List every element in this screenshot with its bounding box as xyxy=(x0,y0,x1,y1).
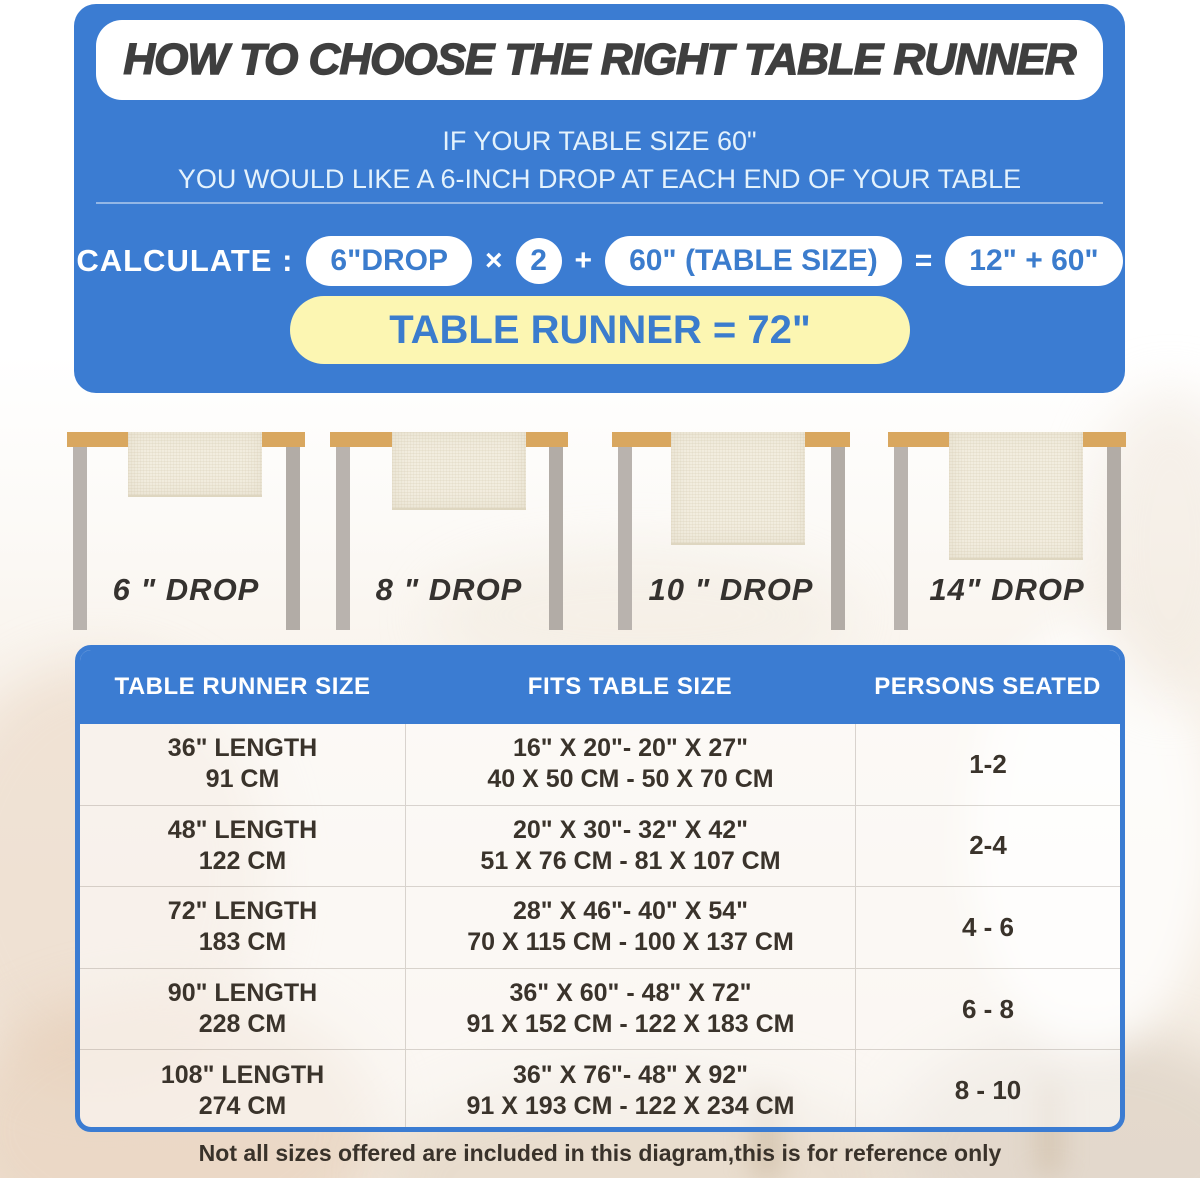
subtitle-line-1: IF YOUR TABLE SIZE 60" xyxy=(442,126,757,156)
runner-size-cell xyxy=(80,887,405,968)
fits-cm: 51 X 76 CM - 81 X 107 CM xyxy=(480,846,781,875)
fits-inches: 28" X 46"- 40" X 54" xyxy=(512,897,749,926)
runner-size-cm: 274 CM xyxy=(198,1091,287,1120)
runner-size-cell xyxy=(80,969,405,1050)
page-title: HOW TO CHOOSE THE RIGHT TABLE RUNNER xyxy=(123,35,1076,84)
persons-cell: 1-2 xyxy=(855,724,1120,805)
drop-label: 8 " DROP xyxy=(375,572,523,607)
persons-cell: 6 - 8 xyxy=(855,969,1120,1050)
table-size-pill: 60" (TABLE SIZE) xyxy=(605,236,902,286)
drop-label: 14" DROP xyxy=(929,572,1085,607)
drop-label: 10 " DROP xyxy=(648,572,814,607)
fits-cm: 70 X 115 CM - 100 X 137 CM xyxy=(467,928,794,957)
size-chart-body xyxy=(80,724,1120,1131)
instruction-panel xyxy=(74,4,1125,393)
calculation-row xyxy=(74,235,1125,287)
fits-table-cell xyxy=(405,806,855,887)
drop-value-pill: 6"DROP xyxy=(306,236,472,286)
table-row xyxy=(80,886,1120,968)
table-row xyxy=(80,805,1120,887)
runner-size-inches: 48" LENGTH xyxy=(167,815,318,844)
sum-pill: 12" + 60" xyxy=(945,236,1122,286)
fits-cm: 40 X 50 CM - 50 X 70 CM xyxy=(487,765,774,794)
runner-size-inches: 108" LENGTH xyxy=(160,1060,325,1089)
runner-size-cell xyxy=(80,806,405,887)
runner-size-cell xyxy=(80,724,405,805)
fits-inches: 36" X 76"- 48" X 92" xyxy=(512,1060,749,1089)
drop-label: 6 " DROP xyxy=(112,572,260,607)
table-runner-swatch xyxy=(671,432,805,545)
table-row xyxy=(80,724,1120,805)
column-header: TABLE RUNNER SIZE xyxy=(114,673,371,700)
column-header: PERSONS SEATED xyxy=(874,673,1101,700)
table-runner-swatch xyxy=(392,432,526,510)
title-banner xyxy=(96,20,1103,100)
times-operator: × xyxy=(485,244,503,277)
column-header: FITS TABLE SIZE xyxy=(527,673,733,700)
runner-size-inches: 36" LENGTH xyxy=(167,734,318,763)
equals-operator: = xyxy=(914,244,933,277)
disclaimer-note: Not all sizes offered are included in this diagram,this is for reference only xyxy=(198,1140,1002,1166)
fits-table-cell xyxy=(405,1050,855,1131)
fits-table-cell xyxy=(405,887,855,968)
table-illustration-8-drop xyxy=(330,432,568,637)
fits-cm: 91 X 193 CM - 122 X 234 CM xyxy=(466,1091,795,1120)
table-illustration-10-drop xyxy=(612,432,850,637)
table-illustration-14-drop xyxy=(888,432,1126,637)
fits-inches: 20" X 30"- 32" X 42" xyxy=(512,815,749,844)
runner-size-cm: 228 CM xyxy=(198,1010,287,1039)
runner-size-cell xyxy=(80,1050,405,1131)
persons-cell: 4 - 6 xyxy=(855,887,1120,968)
runner-size-inches: 72" LENGTH xyxy=(167,897,318,926)
runner-size-inches: 90" LENGTH xyxy=(167,979,318,1008)
table-row xyxy=(80,968,1120,1050)
fits-inches: 16" X 20"- 20" X 27" xyxy=(512,734,749,763)
size-chart-header xyxy=(80,650,1120,724)
fits-cm: 91 X 152 CM - 122 X 183 CM xyxy=(466,1010,795,1039)
calculate-label: CALCULATE : xyxy=(76,243,294,278)
table-runner-swatch xyxy=(949,432,1083,560)
panel-divider xyxy=(96,202,1103,204)
fits-table-cell xyxy=(405,969,855,1050)
size-chart xyxy=(75,645,1125,1132)
fits-inches: 36" X 60" - 48" X 72" xyxy=(509,979,752,1008)
fits-table-cell xyxy=(405,724,855,805)
result-banner: TABLE RUNNER = 72" xyxy=(290,296,910,364)
runner-size-cm: 183 CM xyxy=(198,928,287,957)
plus-operator: + xyxy=(574,244,593,277)
runner-size-cm: 122 CM xyxy=(198,846,287,875)
runner-size-cm: 91 CM xyxy=(205,765,280,794)
persons-cell: 2-4 xyxy=(855,806,1120,887)
table-runner-swatch xyxy=(128,432,262,497)
drop-examples-section xyxy=(0,393,1200,645)
persons-cell: 8 - 10 xyxy=(855,1050,1120,1131)
table-illustration-6-drop xyxy=(67,432,305,637)
table-row xyxy=(80,1049,1120,1131)
multiplier-circle: 2 xyxy=(516,238,562,284)
subtitle-line-2: YOU WOULD LIKE A 6-INCH DROP AT EACH END OF YOUR TABLE xyxy=(177,164,1022,194)
